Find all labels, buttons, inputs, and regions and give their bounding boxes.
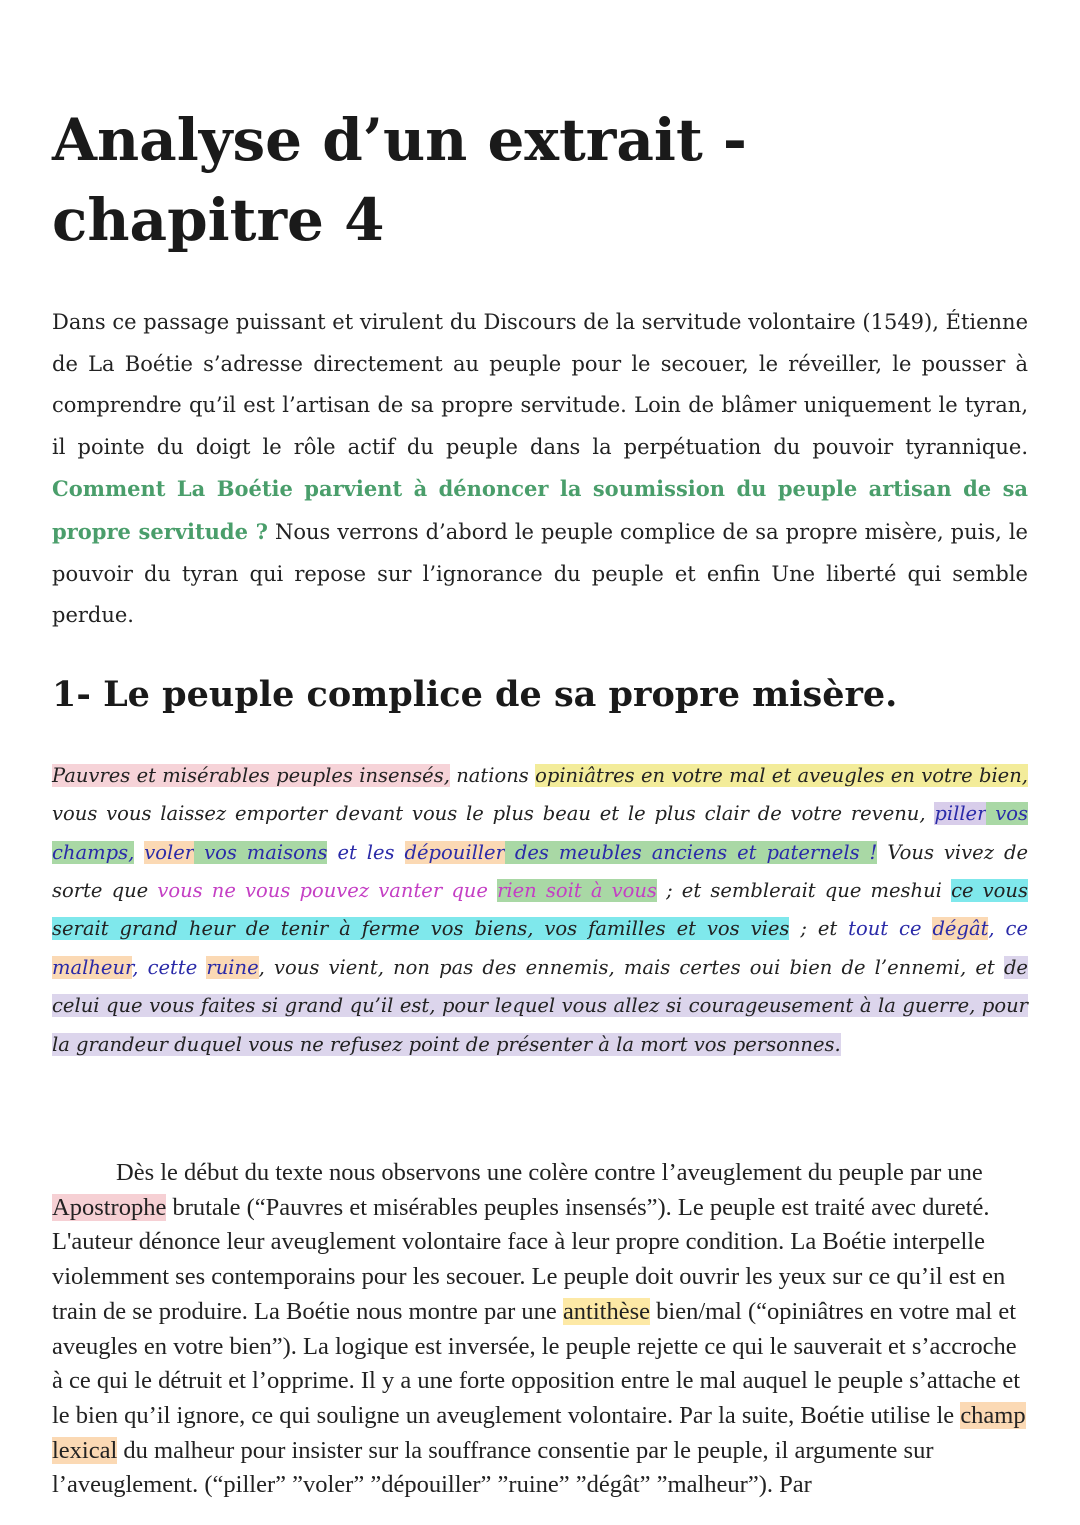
analysis-text: bien/mal (“opiniâtres en votre mal et aveugles en votre bien”). La logique est inversée, le peuple rejette ce qui le sauverait et s’accroche à ce qui le détruit et l’opprime. Il y a une forte opposition entre le mal auquel le peuple s’attache et le bien qu’il ignore, ce qui souligne un aveuglement volontaire. Par la suite, Boétie utilise le	[52, 1297, 1021, 1429]
highlight-grand-heur: ce vous serait grand heur de tenir à ferme vos biens, vos familles et vos vies	[52, 878, 1028, 941]
highlight-tyran: de celui que vous faites si grand qu’il est, pour lequel vous allez si courageusement à la guerre, pour la grandeur duquel vous ne refusez point de présenter à la mort vos personnes.	[52, 955, 1028, 1056]
analysis-text: du malheur pour insister sur la souffrance consentie par le peuple, il argumente sur l’aveuglement. (“piller” ”voler” ”dépouiller” ”ruine” ”dégât” ”malheur”). Par	[52, 1436, 934, 1499]
quote-text: ; et semblerait que meshui	[656, 878, 952, 902]
intro-paragraph	[52, 302, 1028, 637]
section-heading: 1- Le peuple complice de sa propre misère.	[52, 673, 898, 715]
highlight-meubles: des meubles anciens et paternels !	[504, 840, 878, 864]
analysis-paragraph	[52, 1156, 1028, 1503]
quote-text-blue: , ce	[988, 917, 1028, 941]
problematique-question: Comment La Boétie parvient à dénoncer la soumission du peuple artisan de sa propre servitude ?	[52, 476, 1028, 544]
quote-text: ; et	[789, 917, 849, 941]
quote-text-blue: tout ce	[848, 917, 933, 941]
highlight-degat: dégât	[932, 917, 989, 941]
highlight-verb-voler: voler	[144, 840, 195, 864]
page-title: Analyse d’un extrait - chapitre 4	[52, 106, 748, 254]
quote-text-magenta: vous ne vous pouvez vanter que	[157, 878, 498, 902]
intro-plan: Nous verrons d’abord le peuple complice de sa propre misère, puis, le pouvoir du tyran qui repose sur l’ignorance du peuple et enfin Une liberté qui semble perdue.	[52, 519, 1028, 628]
quote-text: nations	[449, 763, 536, 787]
quote-text: vous vous laissez emporter devant vous le plus beau et le plus clair de votre revenu,	[52, 802, 935, 826]
highlight-antithese-term: antithèse	[562, 1297, 651, 1325]
highlight-malheur: malheur	[52, 955, 133, 979]
highlight-verb-piller: piller	[934, 802, 987, 826]
highlight-champ-lexical-term: champ lexical	[52, 1401, 1026, 1464]
quoted-excerpt	[52, 757, 1028, 1064]
highlight-rien-soit: rien soit à vous	[497, 878, 657, 902]
quote-text-blue: , cette	[132, 955, 207, 979]
highlight-apostrophe-term: Apostrophe	[52, 1193, 167, 1221]
highlight-champs: vos champs,	[52, 802, 1028, 864]
highlight-antithesis: opiniâtres en votre mal et aveugles en votre bien,	[535, 763, 1028, 787]
quote-text-blue: et les	[327, 840, 405, 864]
quote-text: Vous vivez de sorte que	[52, 840, 1028, 902]
quote-text: , vous vient, non pas des ennemis, mais certes oui bien de l’ennemi, et	[258, 955, 1004, 979]
quote-text	[134, 841, 144, 864]
highlight-maisons: vos maisons	[194, 840, 328, 864]
analysis-text: brutale (“Pauvres et misérables peuples insensés”). Le peuple est traité avec dureté. L'auteur dénonce leur aveuglement volontaire face à leur propre condition. La Boétie interpelle violemment ses contemporains pour les secouer. Le peuple doit ouvrir les yeux sur ce qu’il est en train de se produire. La Boétie nous montre par une	[52, 1193, 1006, 1325]
highlight-ruine: ruine	[206, 955, 259, 979]
highlight-apostrophe: Pauvres et misérables peuples insensés,	[52, 763, 450, 787]
highlight-verb-depouiller: dépouiller	[404, 840, 505, 864]
analysis-text: Dès le début du texte nous observons une colère contre l’aveuglement du peuple par une	[116, 1159, 983, 1186]
intro-text: Dans ce passage puissant et virulent du Discours de la servitude volontaire (1549), Étienne de La Boétie s’adresse directement au peuple pour le secouer, le réveiller, le pousser à comprendre qu’il est l’artisan de sa propre servitude. Loin de blâmer uniquement le tyran, il pointe du doigt le rôle actif du peuple dans la perpétuation du pouvoir tyrannique.	[52, 310, 1028, 459]
